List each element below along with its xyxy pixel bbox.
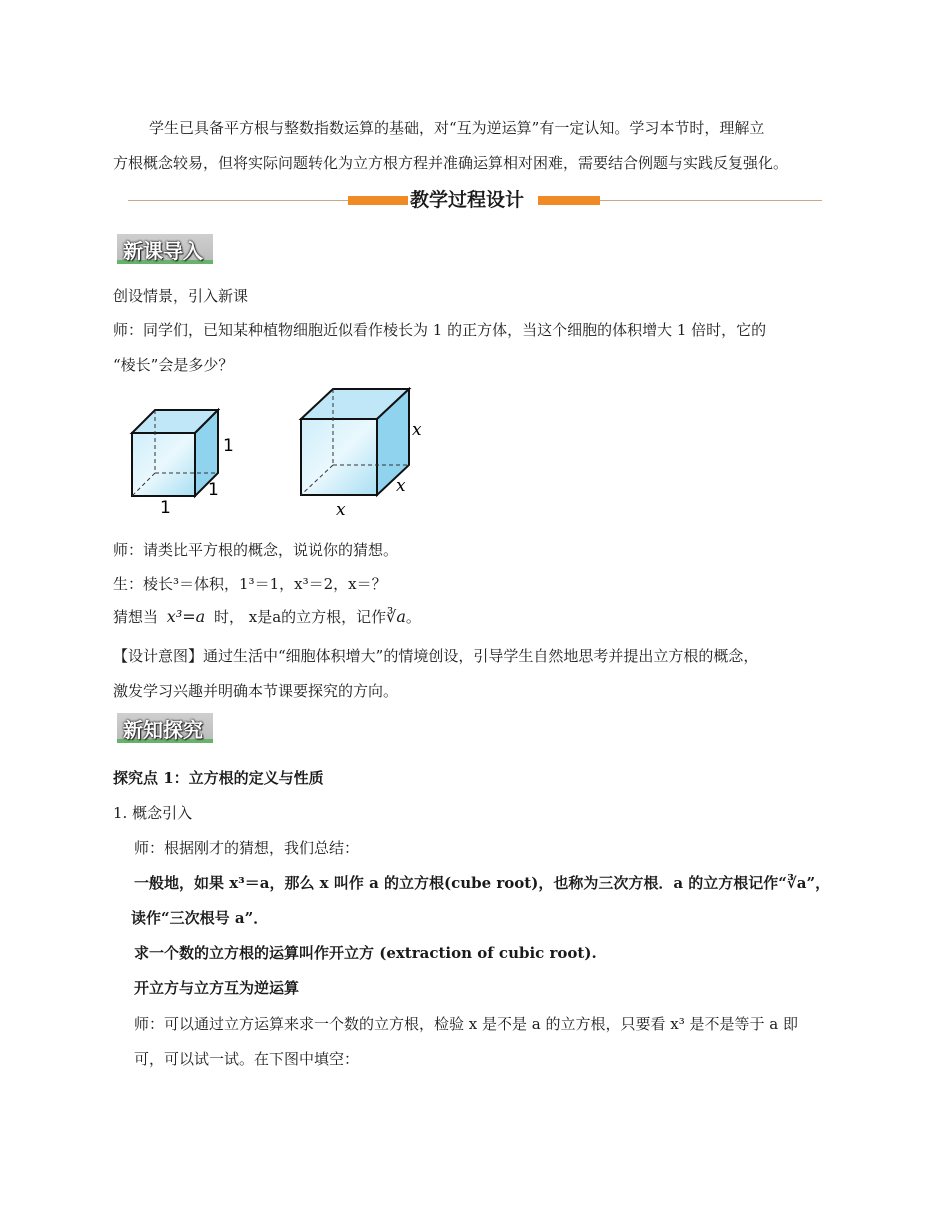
large-cube-label-height: x — [412, 420, 422, 440]
cube-root-symbol: ∛a — [386, 607, 406, 626]
teacher-summary: 师：根据刚才的猜想，我们总结： — [134, 839, 360, 857]
student-answer: 生：棱长³＝体积，1³＝1，x³＝2，x＝？ — [113, 575, 387, 593]
guess-equation: x³=a — [166, 607, 206, 626]
cube-figure — [120, 385, 440, 520]
section-tag-new-knowledge — [117, 713, 213, 743]
guess-end: 。 — [405, 608, 421, 626]
teacher-check-line-2: 可，可以试一试。在下图中填空： — [134, 1050, 360, 1068]
guess-when: 时， — [213, 608, 244, 626]
intro-line-1: 学生已具备平方根与整数指数运算的基础，对“互为逆运算”有一定认知。学习本节时，理解立 — [149, 119, 765, 137]
question-line-2: “棱长”会是多少？ — [113, 356, 234, 374]
small-cube-label-height: 1 — [223, 436, 234, 456]
definition-line-1: 一般地，如果 x³＝a，那么 x 叫作 a 的立方根(cube root)，也称为三次方根．a 的立方根记作“∛a”， — [134, 874, 831, 892]
guess-prefix: 猜想当 — [113, 608, 159, 626]
section-tag-label: 新知探究 — [123, 718, 203, 742]
intro-line-2: 方根概念较易，但将实际问题转化为立方根方程并准确运算相对困难，需要结合例题与实践反复强化。 — [113, 154, 789, 172]
section1-subtitle: 创设情景，引入新课 — [113, 287, 249, 305]
banner-bar-right — [538, 196, 600, 205]
section-tag-label: 新课导入 — [123, 239, 203, 263]
guess-meaning: x是a的立方根，记作 — [248, 608, 387, 626]
small-cube-label-width: 1 — [160, 498, 171, 518]
banner-rule-right — [600, 200, 822, 201]
banner-bar-left — [348, 196, 408, 205]
definition-line-2: 读作“三次根号 a”． — [131, 909, 269, 927]
large-cube-label-depth: x — [396, 476, 406, 496]
teacher-check-line-1: 师：可以通过立方运算来求一个数的立方根，检验 x 是不是 a 的立方根，只要看 x³ 是不是等于 a 即 — [134, 1015, 798, 1033]
definition-line-3: 求一个数的立方根的运算叫作开立方 (extraction of cubic root). — [134, 944, 597, 962]
small-cube — [132, 410, 218, 496]
question-line-1: 师：同学们，已知某种植物细胞近似看作棱长为 1 的正方体，当这个细胞的体积增大 1 倍时，它的 — [113, 321, 767, 339]
design-intent-line-1: 【设计意图】通过生活中“细胞体积增大”的情境创设，引导学生自然地思考并提出立方根的概念， — [113, 647, 759, 665]
banner-rule-left — [128, 200, 348, 201]
explore-point-title: 探究点 1：立方根的定义与性质 — [113, 769, 324, 787]
definition-line-4: 开立方与立方互为逆运算 — [134, 979, 300, 997]
design-intent-line-2: 激发学习兴趣并明确本节课要探究的方向。 — [113, 682, 399, 700]
banner-title: 教学过程设计 — [410, 189, 525, 211]
analogy-prompt: 师：请类比平方根的概念，说说你的猜想。 — [113, 541, 399, 559]
section-tag-new-lesson — [117, 234, 213, 264]
large-cube-label-width: x — [336, 500, 346, 520]
small-cube-label-depth: 1 — [208, 480, 219, 500]
guess-line — [113, 606, 421, 627]
list-item-concept: 1. 概念引入 — [113, 804, 193, 822]
large-cube — [301, 389, 409, 495]
